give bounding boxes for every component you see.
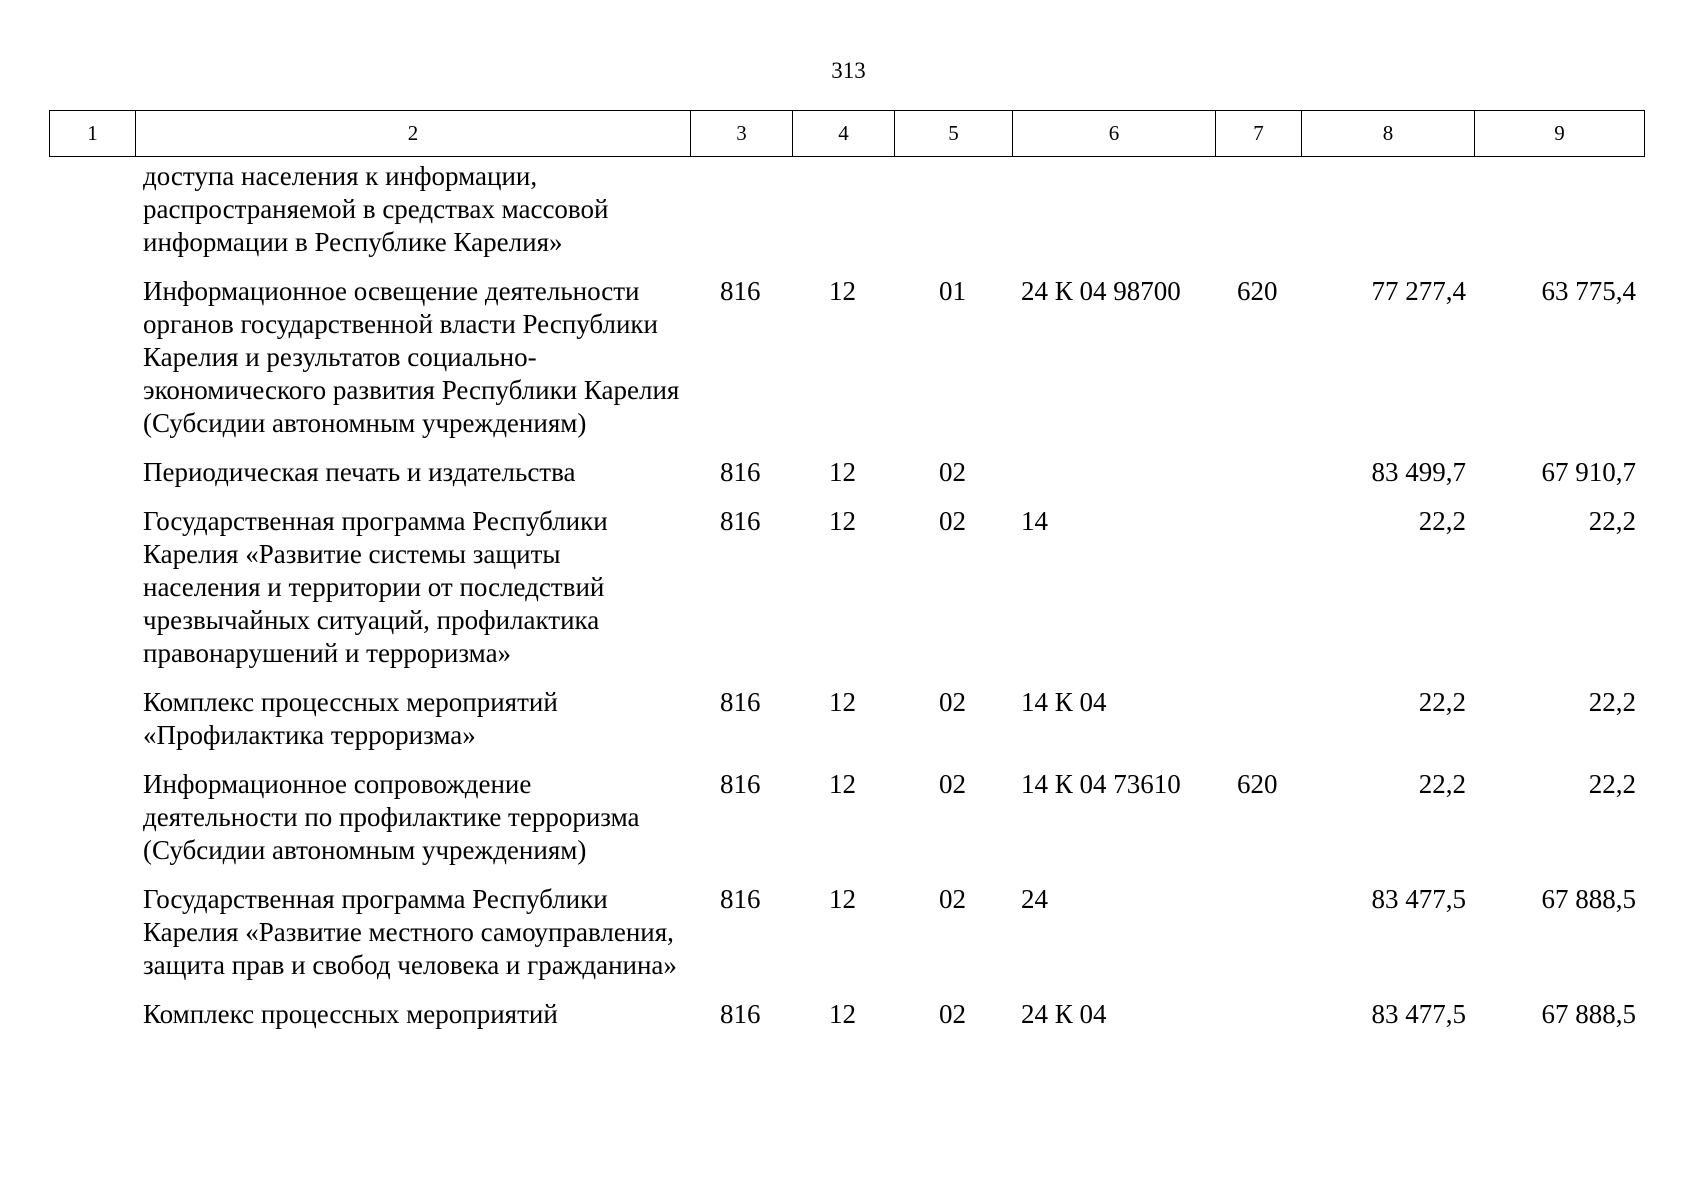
row-rz-cell: 12	[829, 506, 856, 536]
row-sum-2025-cell: 63 775,4	[1541, 276, 1636, 306]
row-name-cell: Комплекс процессных мероприятий «Профилактика терроризма»	[143, 687, 558, 750]
header-col-2: 2	[136, 111, 691, 157]
row-vr-cell	[1215, 505, 1301, 686]
table-row	[49, 686, 1644, 768]
row-vr-cell: 620	[1237, 276, 1278, 306]
row-sum-2025-cell: 22,2	[1588, 769, 1636, 799]
row-ved-cell: 816	[720, 884, 761, 914]
header-col-5: 5	[895, 111, 1013, 157]
row-sum-2025-cell: 22,2	[1588, 506, 1636, 536]
table-body	[49, 160, 1644, 1031]
row-sum-2024-cell	[1301, 160, 1474, 275]
row-ved-cell: 816	[720, 999, 761, 1029]
row-name-cell: Государственная программа Республики Карелия «Развитие системы защиты населения и территории от последствий чрезвычайных ситуаций, профилактика правонарушений и терроризма»	[143, 506, 608, 668]
row-sum-2024-cell: 83 477,5	[1371, 999, 1466, 1029]
row-ved-cell: 816	[720, 457, 761, 487]
row-name-cell: Комплекс процессных мероприятий	[143, 999, 558, 1029]
row-csr-cell: 14	[1021, 506, 1048, 536]
row-name-cell: Периодическая печать и издательства	[143, 457, 576, 487]
row-sum-2024-cell: 22,2	[1418, 687, 1466, 717]
row-csr-cell: 14 К 04 73610	[1021, 769, 1181, 799]
row-rz-cell: 12	[829, 999, 856, 1029]
table-row	[49, 160, 1644, 275]
row-vr-cell	[1215, 686, 1301, 768]
row-sum-2024-cell: 83 477,5	[1371, 884, 1466, 914]
header-col-8: 8	[1302, 111, 1475, 157]
row-sum-2024-cell: 22,2	[1418, 769, 1466, 799]
row-csr-cell: 24	[1021, 884, 1048, 914]
row-vr-cell: 620	[1237, 769, 1278, 799]
row-sum-2024-cell: 77 277,4	[1371, 276, 1466, 306]
row-pr-cell: 02	[939, 769, 966, 799]
header-col-7: 7	[1216, 111, 1302, 157]
header-col-6: 6	[1013, 111, 1216, 157]
row-pr-cell: 02	[939, 999, 966, 1029]
row-rz-cell: 12	[829, 687, 856, 717]
table-row	[49, 505, 1644, 686]
row-rz-cell: 12	[829, 276, 856, 306]
row-pr-cell	[894, 160, 1012, 275]
row-csr-cell	[1012, 160, 1215, 275]
row-sum-2024-cell: 83 499,7	[1371, 457, 1466, 487]
header-col-9: 9	[1475, 111, 1645, 157]
row-vr-cell	[1215, 456, 1301, 505]
row-pr-cell: 02	[939, 687, 966, 717]
row-rz-cell: 12	[829, 884, 856, 914]
row-sum-2025-cell: 67 910,7	[1541, 457, 1636, 487]
row-sum-2025-cell: 67 888,5	[1541, 884, 1636, 914]
row-ved-cell: 816	[720, 769, 761, 799]
row-ved-cell: 816	[720, 506, 761, 536]
row-ved-cell	[690, 160, 792, 275]
column-header-table	[49, 110, 1645, 157]
header-col-1: 1	[50, 111, 136, 157]
row-sum-2025-cell	[1474, 160, 1644, 275]
page-number: 313	[831, 58, 866, 83]
table-row	[49, 768, 1644, 883]
row-vr-cell	[1215, 883, 1301, 998]
table-row	[49, 275, 1644, 456]
row-name-cell: Государственная программа Республики Карелия «Развитие местного самоуправления, защита прав и свобод человека и гражданина»	[143, 884, 677, 980]
row-csr-cell: 14 К 04	[1021, 687, 1107, 717]
row-csr-cell: 24 К 04 98700	[1021, 276, 1181, 306]
row-name-cell: Информационное освещение деятельности органов государственной власти Республики Карелия и результатов социально-экономического развития Республики Карелия (Субсидии автономным учреждениям)	[143, 276, 680, 438]
row-rz-cell	[792, 160, 894, 275]
row-pr-cell: 02	[939, 884, 966, 914]
table-row	[49, 998, 1644, 1031]
row-sum-2024-cell: 22,2	[1418, 506, 1466, 536]
header-col-4: 4	[793, 111, 895, 157]
row-rz-cell: 12	[829, 457, 856, 487]
row-csr-cell: 24 К 04	[1021, 999, 1107, 1029]
header-row	[50, 111, 1645, 157]
row-ved-cell: 816	[720, 276, 761, 306]
row-pr-cell: 02	[939, 506, 966, 536]
table-row	[49, 456, 1644, 505]
row-rz-cell: 12	[829, 769, 856, 799]
row-vr-cell	[1215, 160, 1301, 275]
row-name-cell: Информационное сопровождение деятельности по профилактике терроризма (Субсидии автономным учреждениям)	[143, 769, 640, 865]
budget-table	[49, 160, 1644, 1031]
row-sum-2025-cell: 22,2	[1588, 687, 1636, 717]
row-pr-cell: 02	[939, 457, 966, 487]
row-vr-cell	[1215, 998, 1301, 1031]
row-sum-2025-cell: 67 888,5	[1541, 999, 1636, 1029]
row-csr-cell	[1012, 456, 1215, 505]
table-row	[49, 883, 1644, 998]
row-ved-cell: 816	[720, 687, 761, 717]
row-name-cell: доступа населения к информации, распространяемой в средствах массовой информации в Республике Карелия»	[143, 161, 609, 257]
header-col-3: 3	[691, 111, 793, 157]
row-pr-cell: 01	[939, 276, 966, 306]
